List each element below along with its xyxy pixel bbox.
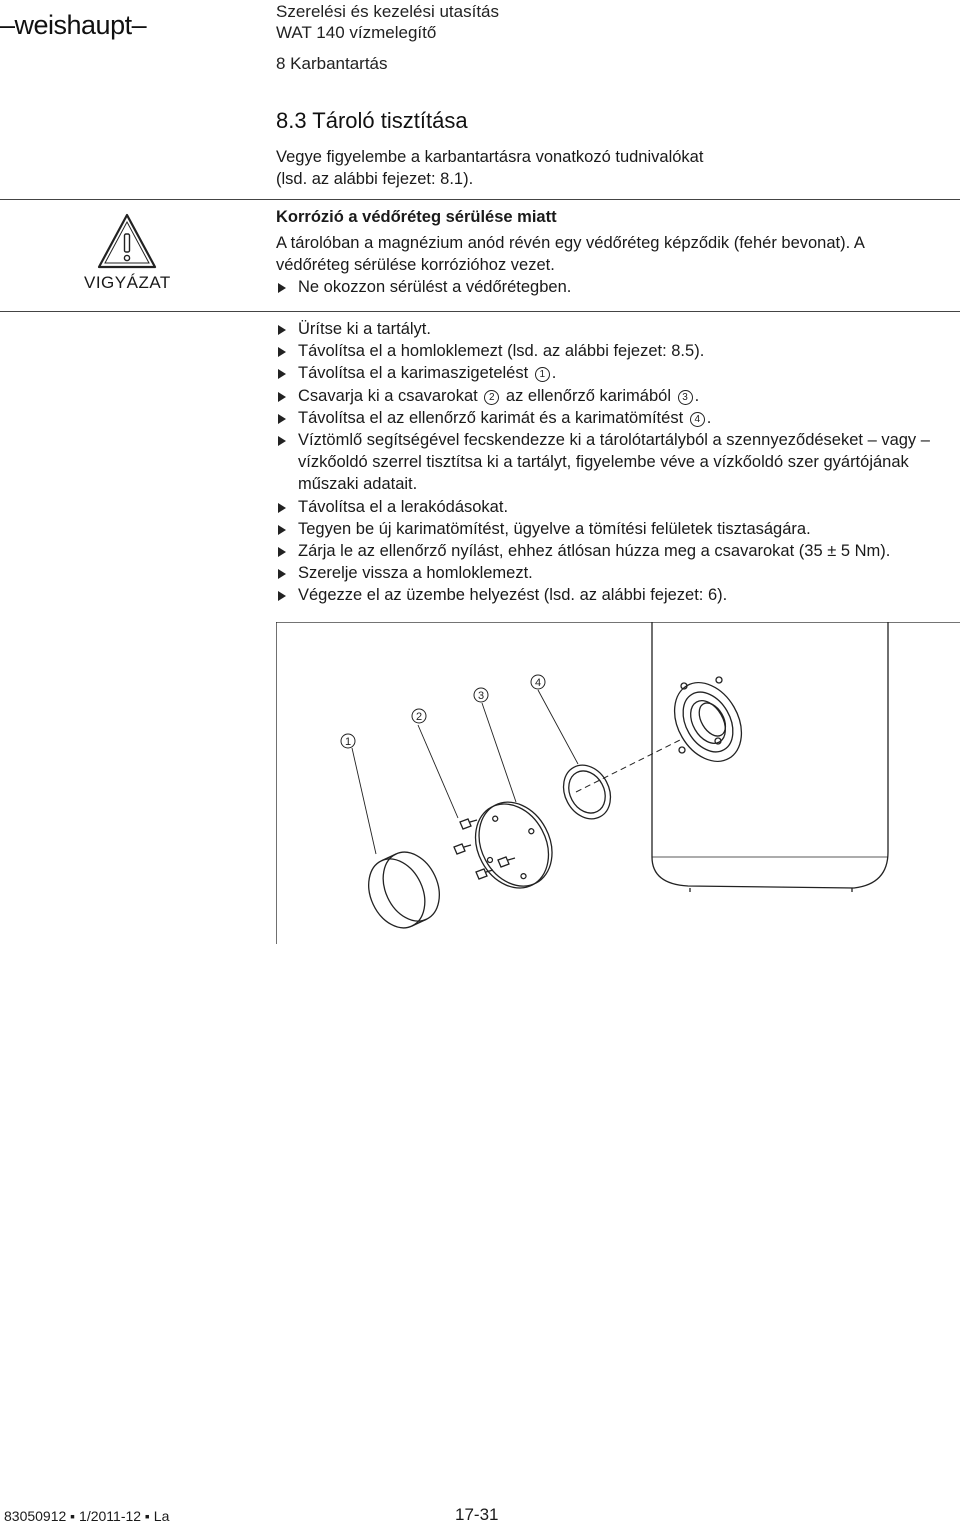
step-text: Szerelje vissza a homloklemezt.	[298, 564, 533, 583]
document-code: 83050912 ▪ 1/2011-12 ▪ La	[4, 1508, 170, 1524]
bullet-arrow-icon	[278, 547, 286, 557]
document-title: Szerelési és kezelési utasítás	[276, 2, 499, 21]
inspection-opening	[661, 671, 755, 774]
step-item	[276, 407, 956, 429]
warning-action-text: Ne okozzon sérülést a védőrétegben.	[298, 278, 572, 296]
step-text: Távolítsa el a homloklemezt (lsd. az alábbi fejezet: 8.5).	[298, 342, 705, 361]
step-text-end: .	[551, 364, 557, 383]
callout-number: 1	[535, 367, 550, 382]
step-item	[276, 385, 956, 407]
section-intro	[276, 146, 916, 190]
step-item	[276, 518, 956, 540]
step-item	[276, 429, 956, 496]
step-item	[276, 584, 956, 606]
step-text: Távolítsa el a karimaszigetelést	[298, 364, 533, 383]
warning-title: Korrózió a védőréteg sérülése miatt	[276, 208, 557, 226]
bullet-arrow-icon	[278, 283, 286, 293]
inspection-flange-part	[461, 789, 566, 901]
step-text: Távolítsa el a lerakódásokat.	[298, 497, 509, 516]
warning-label: VIGYÁZAT	[84, 273, 171, 292]
bullet-arrow-icon	[278, 591, 286, 601]
page-number: 17-31	[455, 1505, 499, 1524]
warning-body	[276, 232, 936, 298]
callout-1: 1	[344, 736, 352, 748]
callout-number: 2	[484, 390, 499, 405]
warning-bottom-rule	[0, 311, 960, 312]
warning-top-rule	[0, 199, 960, 200]
callout-2: 2	[415, 711, 423, 723]
bullet-arrow-icon	[278, 503, 286, 513]
step-item	[276, 340, 956, 362]
callout-4: 4	[534, 677, 542, 689]
flange-gasket-part	[554, 757, 619, 827]
callout-number: 4	[690, 412, 705, 427]
step-text-mid: az ellenőrző karimából	[501, 386, 676, 405]
callout-number: 3	[678, 390, 693, 405]
procedure-steps	[276, 318, 956, 607]
product-name: WAT 140 vízmelegítő	[276, 23, 437, 42]
intro-line-2: (lsd. az alábbi fejezet: 8.1).	[276, 170, 474, 188]
step-text: Víztömlő segítségével fecskendezze ki a tárolótartályból a szennyeződéseket – vagy – vízkőoldó szerrel tisztítsa ki a tartályt, figyelembe véve a vízkőoldó szer gyártójának műszaki adatait.	[298, 431, 930, 494]
bullet-arrow-icon	[278, 569, 286, 579]
step-text-end: .	[706, 408, 712, 427]
step-text: Távolítsa el az ellenőrző karimát és a karimatömítést	[298, 408, 688, 427]
flange-insulation-part	[358, 843, 450, 937]
step-text: Csavarja ki a csavarokat	[298, 386, 483, 405]
warning-triangle-icon	[96, 212, 158, 270]
step-text: Tegyen be új karimatömítést, ügyelve a tömítési felületek tisztaságára.	[298, 519, 811, 538]
bullet-arrow-icon	[278, 414, 286, 424]
bullet-arrow-icon	[278, 436, 286, 446]
flange-exploded-figure	[276, 622, 960, 944]
intro-line-1: Vegye figyelembe a karbantartásra vonatkozó tudnivalókat	[276, 148, 704, 166]
step-text: Zárja le az ellenőrző nyílást, ehhez átlósan húzza meg a csavarokat (35 ± 5 Nm).	[298, 542, 891, 561]
step-text: Ürítse ki a tartályt.	[298, 320, 431, 338]
bullet-arrow-icon	[278, 369, 286, 379]
callout-3: 3	[477, 690, 485, 702]
step-item	[276, 540, 956, 562]
chapter-title: 8 Karbantartás	[276, 54, 388, 73]
weishaupt-logo: –weishaupt–	[0, 10, 147, 40]
bullet-arrow-icon	[278, 392, 286, 402]
warning-action	[276, 276, 936, 298]
step-item	[276, 318, 956, 340]
bullet-arrow-icon	[278, 347, 286, 357]
step-item	[276, 496, 956, 518]
tank-body	[652, 622, 888, 888]
screws-part	[454, 819, 515, 879]
step-item	[276, 362, 956, 384]
warning-text: A tárolóban a magnézium anód révén egy védőréteg képződik (fehér bevonat). A védőréteg sérülése korrózióhoz vezet.	[276, 234, 864, 274]
step-text: Végezze el az üzembe helyezést (lsd. az alábbi fejezet: 6).	[298, 586, 728, 605]
bullet-arrow-icon	[278, 525, 286, 535]
step-item	[276, 562, 956, 584]
section-title: 8.3 Tároló tisztítása	[276, 108, 468, 133]
step-text-end: .	[694, 386, 700, 405]
bullet-arrow-icon	[278, 325, 286, 335]
